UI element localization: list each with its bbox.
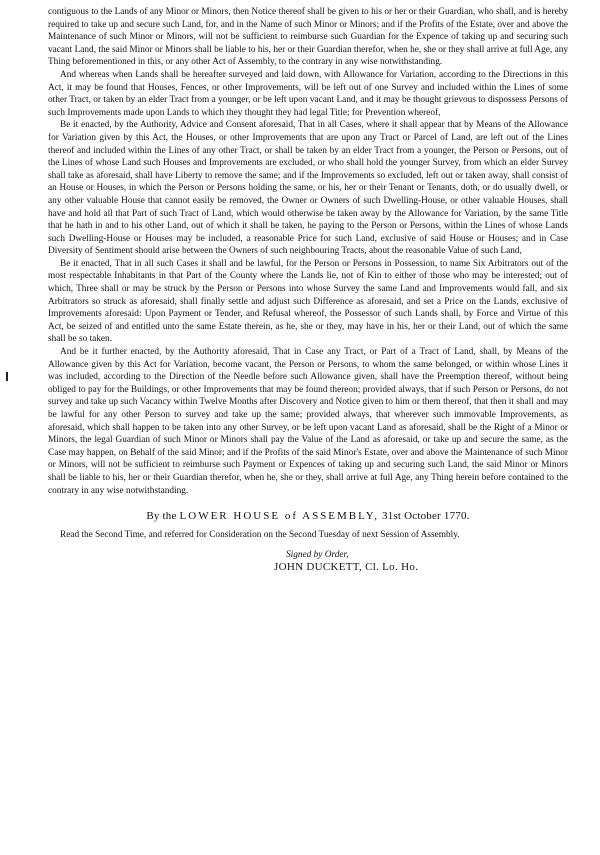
reading-note: Read the Second Time, and referred for Consideration on the Second Tuesday of next Session of Assembly. (60, 530, 460, 541)
paragraph-2: And whereas when Lands shall be hereafter surveyed and laid down, with Allowance for Variation, according to the Directions in this Act, it may be found that Houses, Fences, or other Improvements, will be left out of one Survey and included within the Lines of some other Tract, or taken by an elder Tract from a younger, or be left upon vacant Land, and it may be thought grievous to dispossess Persons of such Improvements made upon Lands to which they thought they had legal Title; for Prevention whereof, (48, 69, 568, 118)
paragraph-3: Be it enacted, by the Authority, Advice and Consent aforesaid, That in all Cases, where it shall appear that by Means of the Allowance for Variation given by this Act, the Houses, or other Improvements that are upon any Tract or Parcel of Land, are left out of the Lines thereof and included within the Lines of any other Tract, or shall be taken by an elder Tract from a younger, the Person or Persons, out of the Lines of whose Land such Houses and Improvements are excluded, or who shall hold the younger Survey, from which an elder Survey shall take as aforesaid, shall have Liberty to remove the same; and if the Improvements so excluded, left out or taken away, shall consist of an House or Houses, in which the Person or Persons holding the same, or his, her or their Tenant or Tenants, doth, or do usually dwell, or any other valuable House that cannot easily be removed, the Owner or Owners of such Dwelling-House, or other valuable Houses, shall have and hold all that Part of such Tract of Land, which would otherwise be taken away by the Allowance for Variation, by the same Title that he hath in and to his other Land, out of which it shall be taken, he paying to the Person or Persons, within the Lines of whose Lands such Dwelling-House or Houses may be included, a reasonable Price for such Land, exclusive of said House or Houses; and in Case Diversity of Sentiment should arise between the Owners of such neighbouring Tracts, about the reasonable Value of such Land, (48, 120, 568, 257)
signature-block (48, 549, 568, 577)
clerk-name: JOHN DUCKETT, Cl. Lo. Ho. (274, 561, 419, 574)
house-prefix: By the (146, 510, 177, 523)
document-page (48, 6, 568, 577)
signed-by-order: Signed by Order, (286, 550, 349, 561)
house-name: LOWER HOUSE of ASSEMBLY, (179, 510, 380, 523)
paragraph-4: Be it enacted, That in all such Cases it shall and be lawful, for the Person or Persons in Possession, to name Six Arbitrators out of the most respectable Inhabitants in that Part of the County where the Lands lie, not of Kin to either of those who may be interested; out of which, Three shall or may be struck by the Person or Persons into whose Survey the same Land and Improvements would fall, and six Arbitrators so struck as aforesaid, shall finally settle and adjust such Difference as aforesaid, and set a Price on the Lands, exclusive of Improvements aforesaid: Upon Payment or Tender, and Refusal whereof, the Possessor of such Lands shall, by Force and Virtue of this Act, be seized of and entitled unto the same Estate therein, as he, she or they, may have in his, her or their Land, out of which the same shall be so taken. (48, 258, 568, 345)
paragraph-1: contiguous to the Lands of any Minor or Minors, then Notice thereof shall be given to his or her or their Guardian, who shall, and is hereby required to take up and secure such Land, for, and in the Name of such Minor or Minors; and if the Profits of the Estate, over and above the Maintenance of such Minor or Minors, will not be sufficient to reimburse such Guardian for the Expence of taking up and securing such vacant Land, the said Minor or Minors shall be liable to his, her or their Guardian therefor, when he, she or they shall arrive at full Age, any Thing beforementioned in this, or any other Act of Assembly, to the contrary in any wise notwithstanding. (48, 7, 568, 68)
paragraph-5: And be it further enacted, by the Authority aforesaid, That in Case any Tract, or Part of a Tract of Land, shall, by Means of the Allowance given by this Act for Variation, become vacant, the Person or Persons, to whom the same belonged, or within whose Lines it was included, according to the Direction of the Needle before such Allowance given, shall have the Preemption thereof, without being obliged to pay for the Buildings, or other Improvements that may be found thereon; provided always, that if such Person or Persons, do not survey and take up such Vacancy within Twelve Months after Discovery and Notice given to him or them thereof, that then it shall and may be lawful for any other Person to survey and take up the same; provided always, that wherever such immovable Improvements, as aforesaid, which shall happen to be taken into any other Survey, or be left upon vacant Land as aforesaid, shall be the Right of a Minor or Minors, the legal Guardian of such Minor or Minors shall pay the Value of the Land as aforesaid, or take up and secure the same, as the Case may happen, on Behalf of the said Minor; and if the Profits of the said Minor's Estate, over and above the Maintenance of such Minor or Minors, will not be sufficient to reimburse such Payment or Expences of taking up and securing such Land, the said Minor or Minors shall be liable to his, her or their Guardian therefor, when he, she or they, shall arrive at full Age, any Thing herein before contained to the contrary in any wise notwithstanding. (48, 347, 568, 496)
house-date: 31st October 1770. (382, 510, 470, 523)
margin-mark (6, 372, 8, 381)
house-line (48, 509, 568, 523)
